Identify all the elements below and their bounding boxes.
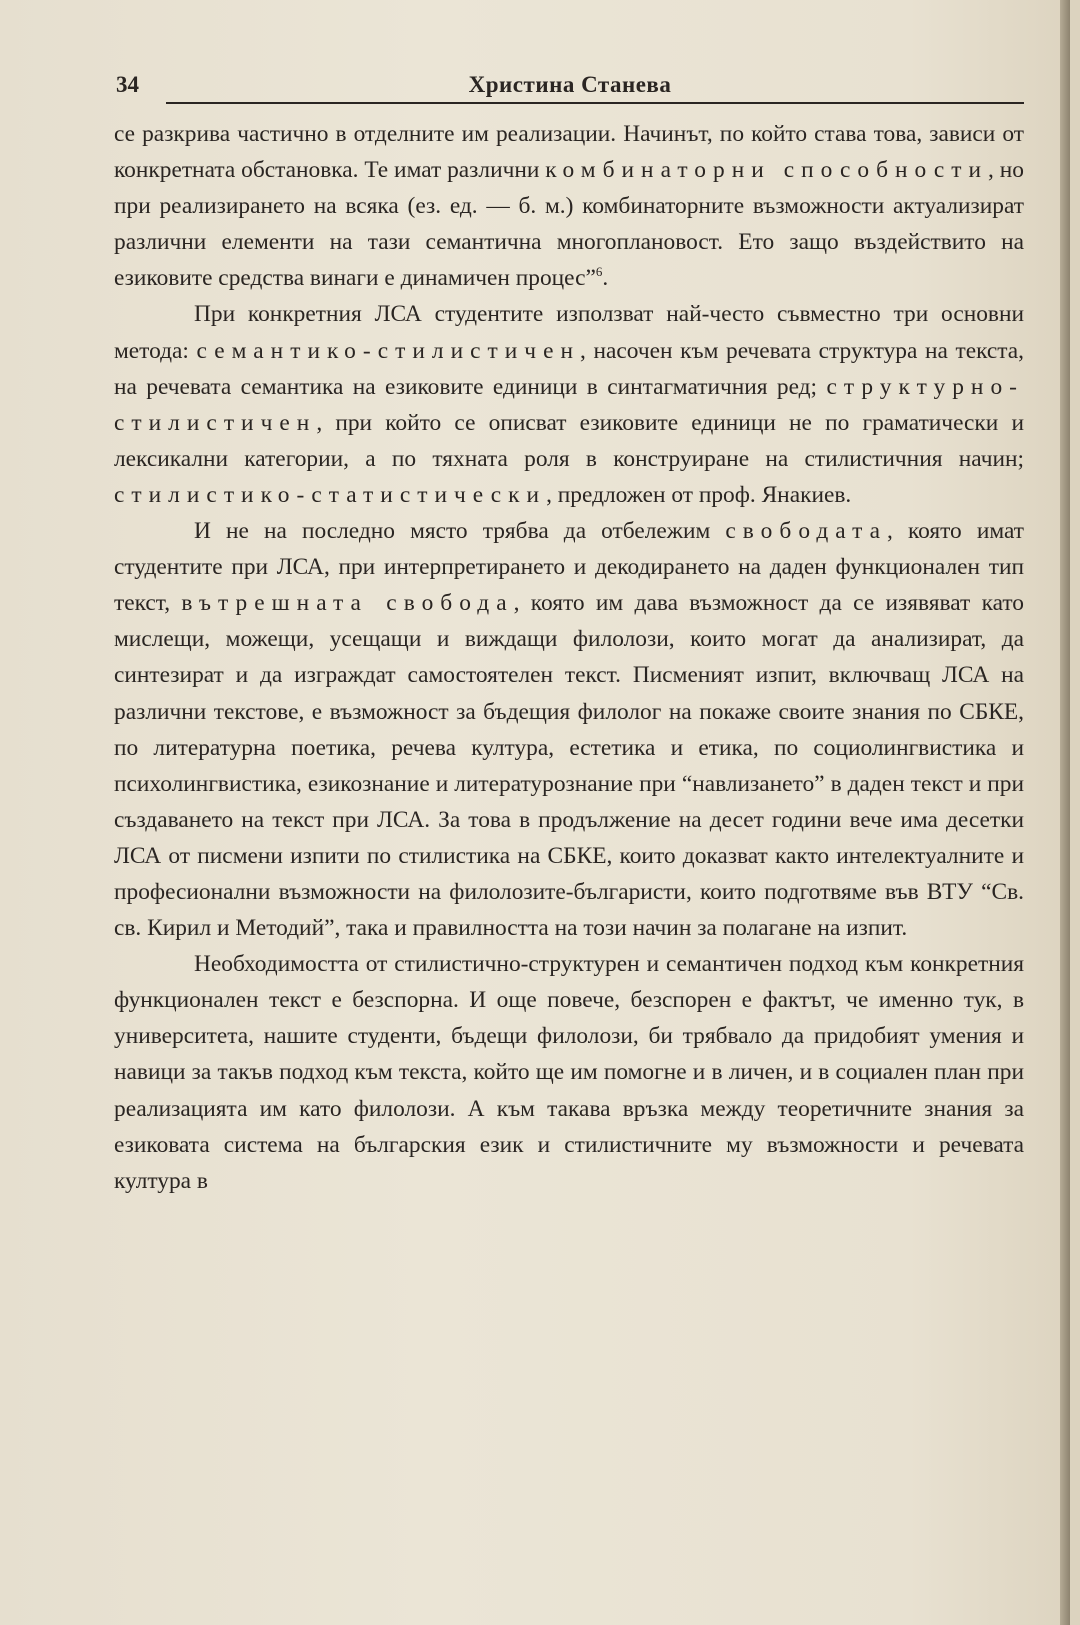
header-rule [166,102,1024,104]
emphasized-term: стилистико-статистически [114,481,547,508]
paragraph [114,513,1024,946]
text-run: , която имат студентите при ЛСА, при интерпретирането и декодирането на даден функционален тип текст, [114,518,1024,617]
text-run: , предложен от проф. Янакиев. [546,481,852,508]
text-run: , при който се описват езиковите единици не по граматически и лексикални категории, а по тяхната роля в конструиране на стилистичния начин; [114,409,1024,472]
text-run: се разкрива частично в отделните им реализации. Начинът, по който става това, зависи от конкретната обстановка. Те имат различни [114,121,1024,184]
paragraph [114,296,1024,513]
emphasized-term: вътрешната свобода [181,590,514,617]
body-text [114,116,1024,1199]
running-header [116,68,1024,104]
emphasized-term: комбинаторни способности [545,157,989,184]
text-run: , насочен към речевата структура на текста, на речевата семантика на езиковите единици в синтагматичния ред; [114,337,1024,400]
footnote-marker: 6 [595,264,603,280]
text-run: . [602,265,609,292]
text-run: При конкретния ЛСА студентите използват най-често съвместно три основни метода: [114,301,1024,364]
emphasized-term: семантико-стилистичен [196,337,581,364]
emphasized-term: структурно-стилистичен [114,373,1024,436]
text-run: Необходимостта от стилистично-структурен и семантичен подход към конкретния функционален текст е безспорна. И още повече, безспорен е фактът, че именно тук, в университета, нашите студенти, бъдещи филолози, би трябвало да придобият умения и навици за такъв подход към текста, който ще им помогне и в личен, и в социален план при реализацията им като филолози. А към такава връзка между теоретичните знания за езиковата система на българския език и стилистичните му възможности и речевата култура в [114,951,1024,1194]
page-edge [1060,0,1070,1625]
page-number: 34 [116,72,139,97]
emphasized-term: свободата [725,518,888,545]
running-title: Христина Станева [468,72,672,97]
text-run: И не на последно място трябва да отбележим [194,518,726,545]
paragraph [114,116,1024,296]
paragraph [114,946,1024,1199]
text-run: , която им дава възможност да се изявяват като мислещи, можещи, усещащи и виждащи филолози, които могат да анализират, да синтезират и да изграждат самостоятелен текст. Писменият изпит, включващ ЛСА на различни текстове, е възможност за бъдещия филолог на покаже своите знания по СБКЕ, по литературна поетика, речева култура, естетика и етика, по социолингвистика и психолингвистика, езикознание и литературознание при “навлизането” в даден текст и при създаването на текст при ЛСА. За това в продължение на десет години вече има десетки ЛСА от писмени изпити по стилистика на СБКЕ, които доказват както интелектуалните и професионални възможности на филолозите-българисти, които подготвяме във ВТУ “Св. св. Кирил и Методий”, така и правилността на този начин за полагане на изпит. [114,590,1024,942]
text-run: , но при реализирането на всяка (ез. ед. — б. м.) комбинаторните възможности актуализират различни елементи на тази семантична многоплановост. Ето защо въздействито на езиковите средства винаги е динамичен процес” [114,157,1024,292]
